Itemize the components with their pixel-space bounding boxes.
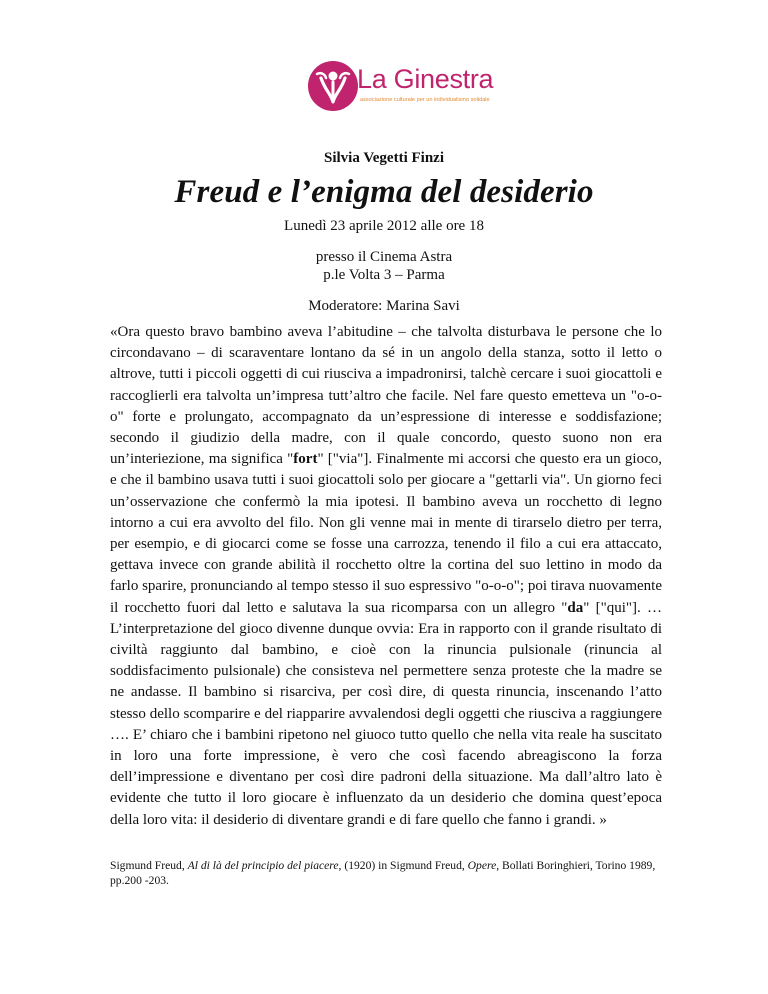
logo-name: La Ginestra [357, 64, 494, 94]
logo-tagline: associazione culturale per un individualismo solidale [360, 97, 490, 103]
reference-work-title: Al di là del principio del piacere [187, 859, 339, 872]
event-date: Lunedì 23 aprile 2012 alle ore 18 [284, 218, 484, 234]
reference-text: , (1920) in Sigmund Freud, [338, 859, 468, 872]
reference-text: , Bollati Boringhieri, Torino 1989, pp.200 -203. [110, 859, 656, 887]
page-title: Freud e l’enigma del desiderio [174, 174, 594, 210]
moderator: Moderatore: Marina Savi [308, 298, 460, 314]
quote-text: «Ora questo bravo bambino aveva l’abitudine – che talvolta disturbava le persone che lo circondavano – di scaraventare lontano da sé in un angolo della stanza, sotto il letto o altrove, tutti i piccoli oggetti di cui riusciva a impadronirsi, talchè cercare i suoi giocattoli e raccoglierli era talvolta un’impresa tutt’altro che facile. Nel fare questo emetteva un "o-o-o" forte e prolungato, accompagnato da un’espressione di interesse e soddisfazione; secondo il giudizio della madre, con il quale concordo, questo suono non era un’interiezione, ma significa " [110, 324, 662, 468]
la-ginestra-logo [307, 60, 507, 116]
reference-work-title: Opere [467, 859, 497, 872]
venue-name: presso il Cinema Astra [315, 249, 453, 265]
quote-text: " ["qui"]. … L’interpretazione del gioco divenne dunque ovvia: Era in rapporto con il grande risultato di civiltà raggiunto dal bambino, e cioè con la rinuncia pulsionale (rinuncia al soddisfacimento pulsionale) che consisteva nel permettere senza proteste che la madre se ne andasse. Il bambino si risarciva, per così dire, di questa rinuncia, inscenando l’atto stesso dello scomparire e del riapparire avvalendosi degli oggetti che riusciva a raggiungere …. E’ chiaro che i bambini ripetono nel giuoco tutto quello che nella vita reale ha suscitato in loro una forte impressione, è vero che così facendo abreagiscono la forza dell’impressione e diventano per così dire padroni della situazione. Ma dall’altro lato è evidente che tutto il loro giocare è influenzato da un desiderio che domina quest’epoca della loro vita: il desiderio di diventare grandi e di fare quello che fanno i grandi. » [110, 599, 663, 828]
quote-bold-word: fort [293, 451, 318, 468]
venue-address: p.le Volta 3 – Parma [323, 267, 445, 283]
quote-bold-word: da [567, 599, 584, 616]
reference-text: Sigmund Freud, [110, 859, 188, 872]
quote-text: " ["via"]. Finalmente mi accorsi che questo era un gioco, e che il bambino usava tutti i suoi giocattoli solo per giocare a "gettarli via". Un giorno feci un’osservazione che confermò la mia ipotesi. Il bambino aveva un rocchetto di legno intorno a cui era avvolto del filo. Non gli venne mai in mente di tirarselo dietro per terra, per esempio, e di giocarci come se fosse una carrozza, tenendo il filo a cui era attaccato, gettava invece con grande abilità il rocchetto oltre la cortina del suo lettino in modo da farlo sparire, pronunciando al tempo stesso il suo espressivo "o-o-o"; poi tirava nuovamente il rocchetto fuori dal letto e salutava la sua ricomparsa con un allegro " [110, 451, 663, 616]
author-name: Silvia Vegetti Finzi [324, 150, 444, 166]
bibliographic-reference [110, 858, 662, 888]
ginestra-flower-icon [307, 60, 359, 112]
freud-quote [110, 322, 662, 831]
